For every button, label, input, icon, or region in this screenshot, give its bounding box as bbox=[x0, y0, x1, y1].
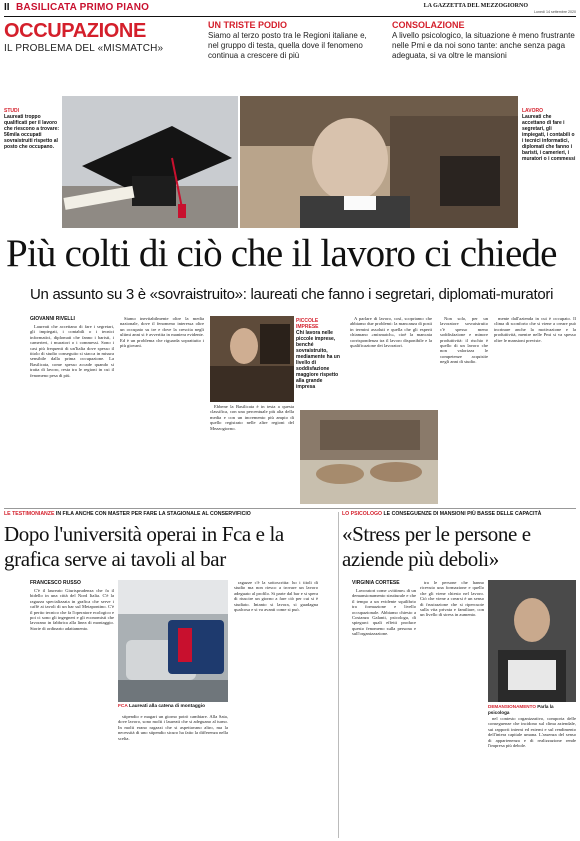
bottom-left-byline: FRANCESCO RUSSO bbox=[30, 580, 81, 586]
caption-text: Laureati troppo qualificati per il lavoro che riescono a trovare: 56mila occupati sovraistruiti rispetto al posto che occupano. bbox=[4, 114, 60, 150]
page-header bbox=[0, 0, 580, 14]
paragraph: nel contesto organizzativo, comporta delle conseguenze che incidono sul clima aziendale, sui rapporti interni ed esterni e sul rendimento dell'intera capitale umana. L'assenza del senso di appartenenza e di realizzazione rende l'impresa più debole. bbox=[488, 716, 576, 749]
box-title: CONSOLAZIONE bbox=[392, 20, 465, 30]
page-number: II bbox=[4, 2, 10, 13]
bottom-right-kicker bbox=[342, 511, 576, 517]
box-title: UN TRISTE PODIO bbox=[208, 20, 288, 30]
psychologist-photo bbox=[488, 580, 576, 702]
bl-col-1 bbox=[30, 588, 114, 838]
br-col-3 bbox=[488, 716, 576, 838]
paragraph: Lavoratori come «vittime» di un demansionamento strutturale e che il tempo a un evidente squilibrio tra formazione e livello occupazionale. Abbiamo chiesto a Costanza Galanti, psicologa, di spiegarci quali effetti produce questo fenomeno sulla persona e sull'organizzazione. bbox=[352, 588, 416, 637]
bottom-right-byline: VIRGINIA CORTESE bbox=[352, 580, 400, 586]
caption-text: Parla la psicologa bbox=[488, 704, 554, 715]
mid-photo-caption bbox=[296, 318, 340, 390]
bottom-left-kicker bbox=[4, 511, 334, 517]
paragraph: Non solo, per un lavoratore sovraistruito c'è spesso meno soddisfazione e minore produttività: il rischio è quello di un lavoro che non valorizza le competenze acquisite negli anni di studio. bbox=[440, 316, 488, 365]
br-photo-caption bbox=[488, 704, 576, 716]
kicker-label: LE TESTIMONIANZE bbox=[4, 511, 55, 517]
box-text: A livello psicologico, la situazione è meno frustrante nelle Pmi e da noi sono tante: anche senza paga adeguata, si va oltre le mansioni bbox=[392, 31, 575, 60]
bottom-left-headline: Dopo l'università operai in Fca e la grafica serve ai tavoli al bar bbox=[4, 522, 284, 571]
br-col-1 bbox=[352, 588, 416, 838]
caption-title: LAVORO bbox=[522, 108, 544, 114]
right-photo-caption bbox=[522, 108, 576, 162]
paragraph: Siamo inevitabilmente oltre la media nazionale, dove il fenomeno interessa oltre un occupato su tre e dove la crescita negli ultimi anni si è avvertita in maniera evidente. Ed è un problema che riguarda soprattutto i più giovani. bbox=[120, 316, 204, 349]
main-subheadline: Un assunto su 3 è «sovraistruito»: laureati che fanno i segretari, diplomati-muratori bbox=[30, 286, 554, 303]
paragraph: tra le persone che hanno ricevuto una formazione e quello che gli viene chiesto nel lavoro. Ciò che viene a crearsi è un senso di frustrazione che si ripercuote sulla vita privata e familiare, con un livello di stress in aumento. bbox=[420, 580, 484, 618]
kicker-label: LO PSICOLOGO bbox=[342, 511, 383, 517]
paragraph: C'è il laureato Giurisprudenza che fa il bidello in una città del Nord Italia. C'è la ragazza specializzata in grafica che serve i caffè ai tavoli di un bar sul Metapontino. C'è il perito tecnico che fa l'operatore ecologico e poi ci sono gli ingegneri e gli economisti che lavorano in fabbrica alla linea di montaggio. Storie di ordinario adattamento. bbox=[30, 588, 114, 631]
main-col-5 bbox=[440, 316, 488, 504]
box-text: Siamo al terzo posto tra le Regioni italiane e, nel gruppo di testa, quella dove il fenomeno continua a crescere di più bbox=[208, 31, 367, 60]
bl-photo-caption bbox=[118, 704, 238, 710]
kicker-title: OCCUPAZIONE bbox=[4, 20, 146, 42]
caption-text: Laureati che accettano di fare i segretari, gli impiegati, i contabili o i tecnici informatici, diplomati che fanno i baristi, i camerieri, i muratori o i commessi bbox=[522, 114, 576, 162]
car-factory-photo bbox=[118, 580, 228, 702]
bl-col-2 bbox=[118, 714, 228, 838]
issue-date: Lunedì 14 settembre 2020 bbox=[534, 10, 576, 14]
left-photo-caption bbox=[4, 108, 60, 150]
section-kicker bbox=[4, 20, 204, 56]
info-box-podio bbox=[208, 20, 368, 61]
bottom-right-headline: «Stress per le persone e aziende più deboli» bbox=[342, 522, 531, 571]
kicker-subtitle: IL PROBLEMA DEL «MISMATCH» bbox=[4, 43, 164, 54]
caption-text: Laureati alla catena di montaggio bbox=[129, 704, 205, 709]
newspaper-name: LA GAZZETTA DEL MEZZOGIORNO bbox=[423, 3, 528, 9]
paragraph: stipendio e magari un giorno potrò cambiare. Alla Sata, dove lavoro, sono molti i laureati che si adeguano al turno. In molti erano ragazzi che si aspettavano altro, ma la necessità di uno stipendio sicuro ha fatto la differenza nella scelta. bbox=[118, 714, 228, 741]
paragraph: Ebbene la Basilicata è in testa a questa classifica, con una percentuale più alta della media e con un incremento più ampio di quello registrato nelle altre regioni del Mezzogiorno. bbox=[210, 404, 294, 431]
main-col-1 bbox=[30, 324, 114, 504]
caption-title: PICCOLE IMPRESE bbox=[296, 318, 319, 330]
coffee-photo bbox=[240, 96, 518, 228]
main-col-3 bbox=[210, 404, 294, 504]
header-rule bbox=[4, 16, 576, 17]
kicker-text: IN FILA ANCHE CON MASTER PER FARE LA STAGIONALE AL CONSERVIFICIO bbox=[55, 511, 251, 517]
caption-title: STUDI bbox=[4, 108, 19, 114]
bottom-divider bbox=[338, 512, 339, 838]
main-col-6 bbox=[494, 316, 576, 504]
br-col-2 bbox=[420, 580, 484, 838]
section-rule bbox=[4, 508, 576, 509]
caption-text: Chi lavora nelle piccole imprese, benché sovraistruito, mediamente ha un livello di soddisfazione maggiore rispetto alla grande impresa bbox=[296, 330, 340, 390]
caption-title: FCA bbox=[118, 704, 128, 709]
section-label: BASILICATA PRIMO PIANO bbox=[16, 2, 150, 13]
paragraph: A parlare di lavoro, così, scopriamo che abbiamo due problemi: la mancanza di posti in termini assoluti e quella che gli esperti chiamano «mismatch», cioè la mancata corrispondenza tra il lavoro disponibile e la qualificazione dei lavoratori. bbox=[350, 316, 432, 349]
graduation-photo bbox=[62, 96, 238, 228]
caption-title: DEMANSIONAMENTO bbox=[488, 704, 536, 709]
bar-photo bbox=[210, 316, 294, 402]
bl-col-3 bbox=[234, 580, 318, 838]
main-byline: GIOVANNI RIVELLI bbox=[30, 316, 75, 322]
main-headline: Più colti di ciò che il lavoro ci chiede bbox=[6, 232, 557, 275]
paragraph: Laureati che accettano di fare i segretari, gli impiegati, i contabili o i tecnici informatici, diplomati che fanno i baristi, i camerieri, i muratori o i commessi. Sono i casi più frequenti di un'Italia dove spesso il titolo di studio conseguito si stacca in misura sensibile dalla prima occupazione. La Basilicata, come spesso accade quando si tratta di lavoro, resta tra le regioni in cui il fenomeno pesa di più. bbox=[30, 324, 114, 378]
factory-photo bbox=[300, 410, 438, 504]
paragraph: ragazze c'è la sottoscritta: ho i titoli di studio ma non riesco a trovare un lavoro adeguato al profilo. Si parte dal bar e si spera di riuscire un giorno a fare ciò per cui si è studiato. Intanto si lavora, si guadagna qualcosa e si va avanti come si può. bbox=[234, 580, 318, 613]
kicker-text: LE CONSEGUENZE DI MANSIONI PIÙ BASSE DELLE CAPACITÀ bbox=[383, 511, 542, 517]
main-col-4 bbox=[350, 316, 432, 408]
paragraph: mente dall'azienda in cui è occupato. Il clima di sconforto che si viene a creare può incrinare anche la motivazione e la produttività, mentre nelle Pmi si va spesso oltre le mansioni previste. bbox=[494, 316, 576, 343]
info-box-consolazione bbox=[392, 20, 576, 61]
main-col-2 bbox=[120, 316, 204, 504]
